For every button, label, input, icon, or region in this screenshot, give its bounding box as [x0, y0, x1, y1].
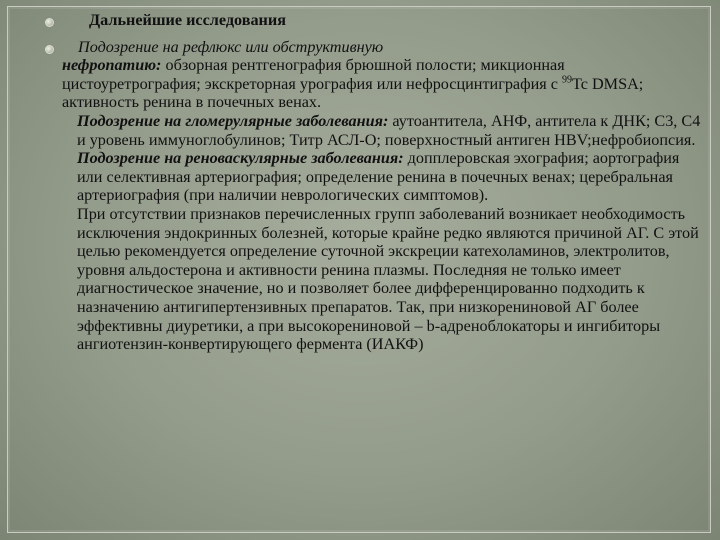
slide-content: [62, 11, 705, 354]
paragraph-glomerular: [62, 112, 705, 149]
paragraph-reflux-text-end: Tc DMSA; активность ренина в почечных венах.: [62, 74, 644, 112]
bullet-icon: [45, 45, 54, 54]
paragraph-glomerular-text: аутоантитела, АНФ, антитела к ДНК; C3, C4 и уровень иммуноглобулинов; Титр АСЛ-О; поверхностный антиген HBV;нефробиопсия.: [77, 111, 701, 149]
paragraph-reflux-text: обзорная рентгенография брюшной полости; микционная цистоуретрография; экскреторная урография или нефросцинтиграфия с: [62, 56, 565, 93]
paragraph-endocrine: При отсутствии признаков перечисленных групп заболеваний возникает необходимость исключения эндокринных болезней, которые крайне редко являются причиной АГ. С этой целью рекомендуется определение суточной экскреции катехоламинов, электролитов, уровня альдостерона и активности ренина плазмы. Последняя не только имеет диагностическое значение, но и позволяет более дифференцированно подходить к назначению антигипертензивных препаратов. Так, при низкорениновой АГ более эффективны диуретики, а при высокорениновой – b-адреноблокаторы и ингибиторы ангиотензин-конвертирующего фермента (ИАКФ): [77, 204, 699, 354]
paragraph-reflux: [65, 38, 705, 57]
slide-heading: Дальнейшие исследования: [89, 11, 286, 29]
paragraph-reflux-lead: Подозрение на рефлюкс или обструктивную: [78, 37, 384, 56]
isotope-superscript: 99: [562, 74, 572, 86]
paragraph-reflux-term: нефропатию:: [62, 56, 162, 75]
bullet-icon: [45, 18, 54, 27]
paragraph-renovascular: [62, 149, 705, 205]
paragraph-reflux-body: [62, 56, 705, 112]
paragraph-renovascular-text: допплеровская эхография; аортография или селективная артериография; определение ренина в почечных венах; церебральная артериография (при наличии неврологических симптомов).: [77, 149, 680, 205]
paragraph-renovascular-lead: Подозрение на реноваскулярные заболевания:: [77, 149, 404, 168]
paragraph-glomerular-lead: Подозрение на гломерулярные заболевания:: [77, 111, 389, 130]
